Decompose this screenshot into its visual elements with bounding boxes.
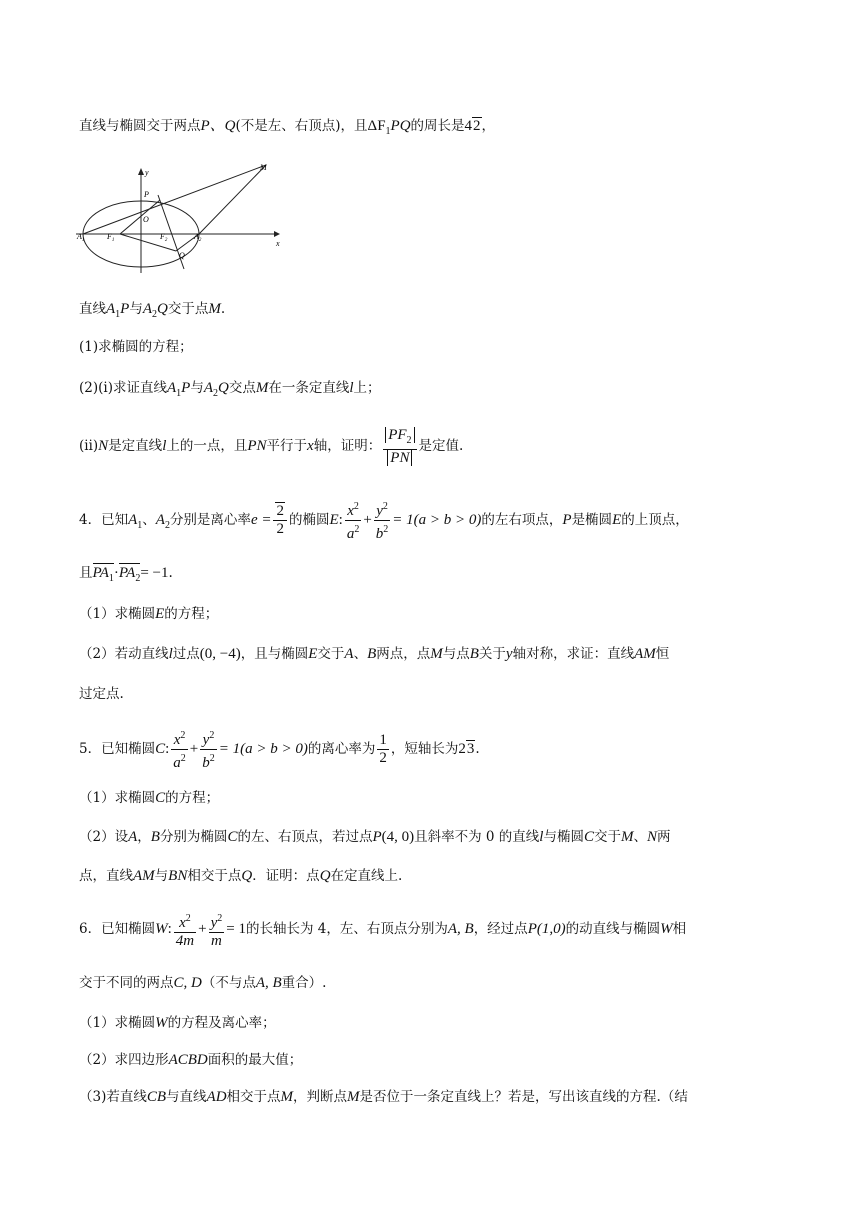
math-l: l (162, 438, 167, 454)
math-ab: A, B (447, 921, 474, 937)
math-l: l (539, 829, 544, 845)
problem-4-line-3 (79, 604, 218, 624)
math-m: M (280, 1089, 294, 1105)
fraction-y2-b2: $\frac{y^2}{b^2}$ (374, 498, 391, 543)
math-w: W (155, 1015, 168, 1031)
problem-5-line-2 (79, 788, 219, 808)
math-am: AM (133, 868, 155, 884)
line-4 (79, 378, 381, 404)
math-n: N (98, 438, 109, 454)
math-a1p: $A_1P$ (166, 380, 191, 399)
ellipse-figure (76, 155, 286, 275)
text: 相交于点 (226, 1089, 281, 1105)
fraction-x2-a2: $\frac{x^2}{a^2}$ (345, 498, 362, 543)
problem-4-line-4 (79, 644, 669, 664)
text: 的椭圆 (288, 512, 330, 528)
math-a1: $A_1$ (128, 512, 143, 531)
text: 点，直线 (79, 868, 133, 884)
label-a2: $A_2$ (194, 232, 202, 243)
text: 、 (633, 829, 647, 845)
label-y: y (145, 168, 149, 177)
text: 与椭圆 (543, 829, 584, 845)
math-p: P (562, 512, 572, 528)
text: （2）设 (79, 829, 129, 845)
triangle-symbol: ΔF (367, 118, 386, 134)
text: 过点 (172, 646, 200, 662)
math-e: E (308, 646, 318, 662)
text: 过定点. (79, 686, 124, 702)
problem-5-line-1 (79, 727, 480, 772)
text: （2）求四边形 (79, 1052, 169, 1068)
text: （2）若动直线 (79, 646, 169, 662)
text: 的方程； (165, 790, 220, 806)
text: 分别是离心率 (169, 512, 251, 528)
text: 在定直线上. (330, 868, 403, 884)
text: （1）求椭圆 (79, 606, 156, 622)
line-3 (79, 337, 193, 357)
problem-4-line-2 (79, 563, 173, 589)
math-w: W (155, 921, 168, 937)
math-cd: C, D (173, 975, 202, 991)
text: 是椭圆 (571, 512, 613, 528)
text: 上； (353, 380, 381, 396)
text: 的方程及离心率； (167, 1015, 276, 1031)
math-m: M (208, 301, 221, 317)
math-c: C (583, 829, 594, 845)
math-coef: 2 (458, 741, 466, 757)
math-acbd: ACBD (168, 1052, 208, 1068)
math-w: W (660, 921, 673, 937)
math-e: E (329, 512, 339, 528)
text: 的周长是 (410, 118, 465, 134)
problem-4-line-5 (79, 684, 124, 704)
math-b: B (367, 646, 377, 662)
math-eq: = −1 (140, 565, 169, 581)
text: 是定直线 (108, 438, 163, 454)
fraction-y2-m: $\frac{y^2}{m}$ (209, 910, 225, 950)
text: 的左右项点， (481, 512, 563, 528)
text: 的离心率为 (307, 741, 376, 757)
math-l: l (168, 646, 173, 662)
text: . (168, 565, 173, 581)
text: 交于 (593, 829, 621, 845)
text: 6．已知椭圆 (79, 921, 156, 937)
math-dot: · (113, 565, 119, 581)
line-f1p (120, 200, 160, 234)
math-a: A (344, 646, 354, 662)
fraction-sqrt2-2: $\frac{2}{2}$ (273, 503, 287, 538)
math-point: (0, −4) (199, 646, 241, 662)
math-m: M (620, 829, 634, 845)
text: 与直线 (166, 1089, 207, 1105)
text: 轴，证明： (313, 438, 382, 454)
text: 两点，点 (376, 646, 431, 662)
text: （1）求椭圆 (79, 1015, 156, 1031)
text: 分别为椭圆 (159, 829, 228, 845)
math-plus: + (363, 512, 372, 528)
text: ， (481, 118, 496, 134)
text: （3)若直线 (79, 1089, 147, 1105)
math-plus: + (198, 921, 207, 937)
text: 是定值. (418, 438, 464, 454)
text: (不是左、右顶点)，且 (235, 118, 368, 134)
text: 且斜率不为 0 的直线 (414, 829, 540, 845)
math-e: e = (250, 512, 272, 528)
text: 关于 (478, 646, 506, 662)
text: 、 (353, 646, 368, 662)
label-a1: $A_1$ (77, 232, 85, 243)
problem-6-line-2 (79, 973, 326, 993)
text: 交于 (317, 646, 345, 662)
text: 恒 (655, 646, 670, 662)
vector-pa2: $PA_2$ (118, 565, 141, 584)
math-b: B (150, 829, 160, 845)
text: 两 (657, 829, 671, 845)
y-arrow-icon (138, 168, 144, 175)
label-p: P (144, 190, 149, 199)
line-1 (79, 116, 495, 142)
problem-4-line-1 (79, 498, 689, 548)
label-q: Q (179, 251, 185, 260)
math-triangle (367, 118, 411, 137)
math-plus: + (189, 741, 199, 757)
text: ，判断点 (293, 1089, 348, 1105)
math-n: N (646, 829, 657, 845)
fraction-x2-4m: $\frac{x^2}{4m}$ (174, 910, 196, 950)
text: 的左、右顶点，若过点 (237, 829, 373, 845)
text: 4．已知 (79, 512, 129, 528)
text: 重合）. (281, 975, 327, 991)
math-colon: : (167, 921, 172, 937)
text: 直线与椭圆交于两点 (79, 118, 201, 134)
math-c: C (155, 790, 166, 806)
text: ，短轴长为 (390, 741, 459, 757)
math-pq: PQ (390, 118, 411, 134)
math-eq: = 1 (226, 921, 246, 937)
math-b: B (469, 646, 479, 662)
text: 相交于点 (187, 868, 242, 884)
text: 是否位于一条定直线上？若是，写出该直线的方程.（结 (359, 1089, 688, 1105)
line-f1q (120, 234, 176, 251)
text: ，经过点 (473, 921, 528, 937)
problem-6-line-3 (79, 1013, 276, 1033)
text: ．证明：点 (252, 868, 320, 884)
text: 与 (190, 380, 204, 396)
text: 交于不同的两点 (79, 975, 174, 991)
x-arrow-icon (274, 231, 280, 237)
fraction-y2-b2: $\frac{y^2}{b^2}$ (200, 727, 217, 772)
math-cb: CB (146, 1089, 167, 1105)
math-ab: A, B (255, 975, 282, 991)
text: 与点 (442, 646, 470, 662)
math-ad: AD (206, 1089, 227, 1105)
text: (1)求椭圆的方程； (79, 339, 193, 355)
text: 面积的最大值； (207, 1052, 303, 1068)
text: （不与点 (201, 975, 256, 991)
math-bn: BN (168, 868, 188, 884)
problem-6-line-4 (79, 1050, 302, 1070)
label-o: O (143, 215, 149, 224)
math-coef: 4 (464, 118, 473, 134)
subscript: 1 (385, 126, 391, 137)
math-q: Q (241, 868, 253, 884)
math-colon: : (338, 512, 343, 528)
problem-5-line-3 (79, 827, 671, 847)
fraction-pf2-pn: $\frac{PF_2}{PN}$ (383, 427, 416, 467)
math-c: C (227, 829, 238, 845)
text: 直线 (79, 301, 106, 317)
fraction-1-2: $\frac{1}{2}$ (379, 732, 387, 766)
line-5 (79, 426, 463, 467)
text: 上的一点，且 (166, 438, 248, 454)
math-y: y (505, 646, 513, 662)
text: 轴对称，求证：直线 (512, 646, 635, 662)
text: 与 (129, 301, 143, 317)
line-a2m (199, 165, 266, 234)
label-m: M (260, 163, 267, 172)
text: 交点 (228, 380, 256, 396)
math-x: x (307, 438, 314, 454)
text: (ⅱ) (79, 438, 99, 454)
text: 的长轴长为 4，左、右顶点分别为 (245, 921, 448, 937)
math-a2: $A_2$ (155, 512, 170, 531)
text: 相 (672, 921, 687, 937)
text: 与 (154, 868, 169, 884)
math-point: (4, 0) (381, 829, 415, 845)
math-a2q: $A_2Q$ (142, 301, 168, 320)
math-eq: = 1(a > b > 0) (392, 512, 482, 528)
math-m: M (347, 1089, 360, 1105)
text: (2)(ⅰ)求证直线 (79, 380, 167, 396)
math-p: P (372, 829, 382, 845)
text: ， (137, 829, 151, 845)
math-pq: P、Q (200, 118, 236, 134)
math-point-p: P(1,0) (527, 921, 566, 937)
label-x: x (276, 239, 280, 248)
text: 且 (79, 565, 93, 581)
math-m: M (430, 646, 443, 662)
text: 5．已知椭圆 (79, 741, 156, 757)
math-e: E (612, 512, 622, 528)
problem-6-line-5 (79, 1087, 688, 1107)
math-a: A (128, 829, 138, 845)
problem-5-line-4 (79, 866, 402, 886)
text: 的动直线与椭圆 (565, 921, 661, 937)
text: . (475, 741, 480, 757)
text: . (220, 301, 226, 317)
math-a2q: $A_2Q$ (203, 380, 229, 399)
label-f2: $F_2$ (160, 232, 168, 243)
problem-6-line-1 (79, 907, 686, 951)
math-colon: : (165, 741, 170, 757)
line-2 (79, 299, 225, 325)
math-a1p: $A_1P$ (106, 301, 130, 320)
text: （1）求椭圆 (79, 790, 156, 806)
math-sqrt: 2 (473, 118, 481, 134)
text: 在一条定直线 (268, 380, 350, 396)
label-f1: $F_1$ (107, 232, 115, 243)
text: 的方程； (164, 606, 219, 622)
text: 平行于 (266, 438, 308, 454)
math-eq: = 1(a > b > 0) (218, 741, 308, 757)
math-c: C (155, 741, 166, 757)
fraction-x2-a2: $\frac{x^2}{a^2}$ (171, 727, 188, 772)
line-a1pm (83, 165, 266, 234)
math-am: AM (634, 646, 656, 662)
math-l: l (349, 380, 354, 396)
text: 、 (142, 512, 156, 528)
math-sqrt: 3 (466, 741, 475, 757)
vector-pa1: $PA_1$ (92, 565, 114, 584)
text: 交于点 (167, 301, 209, 317)
math-pn: PN (247, 438, 267, 454)
math-e: E (155, 606, 165, 622)
text: ，且与椭圆 (240, 646, 309, 662)
math-q: Q (319, 868, 331, 884)
text: 的上顶点， (621, 512, 689, 528)
math-m: M (255, 380, 269, 396)
